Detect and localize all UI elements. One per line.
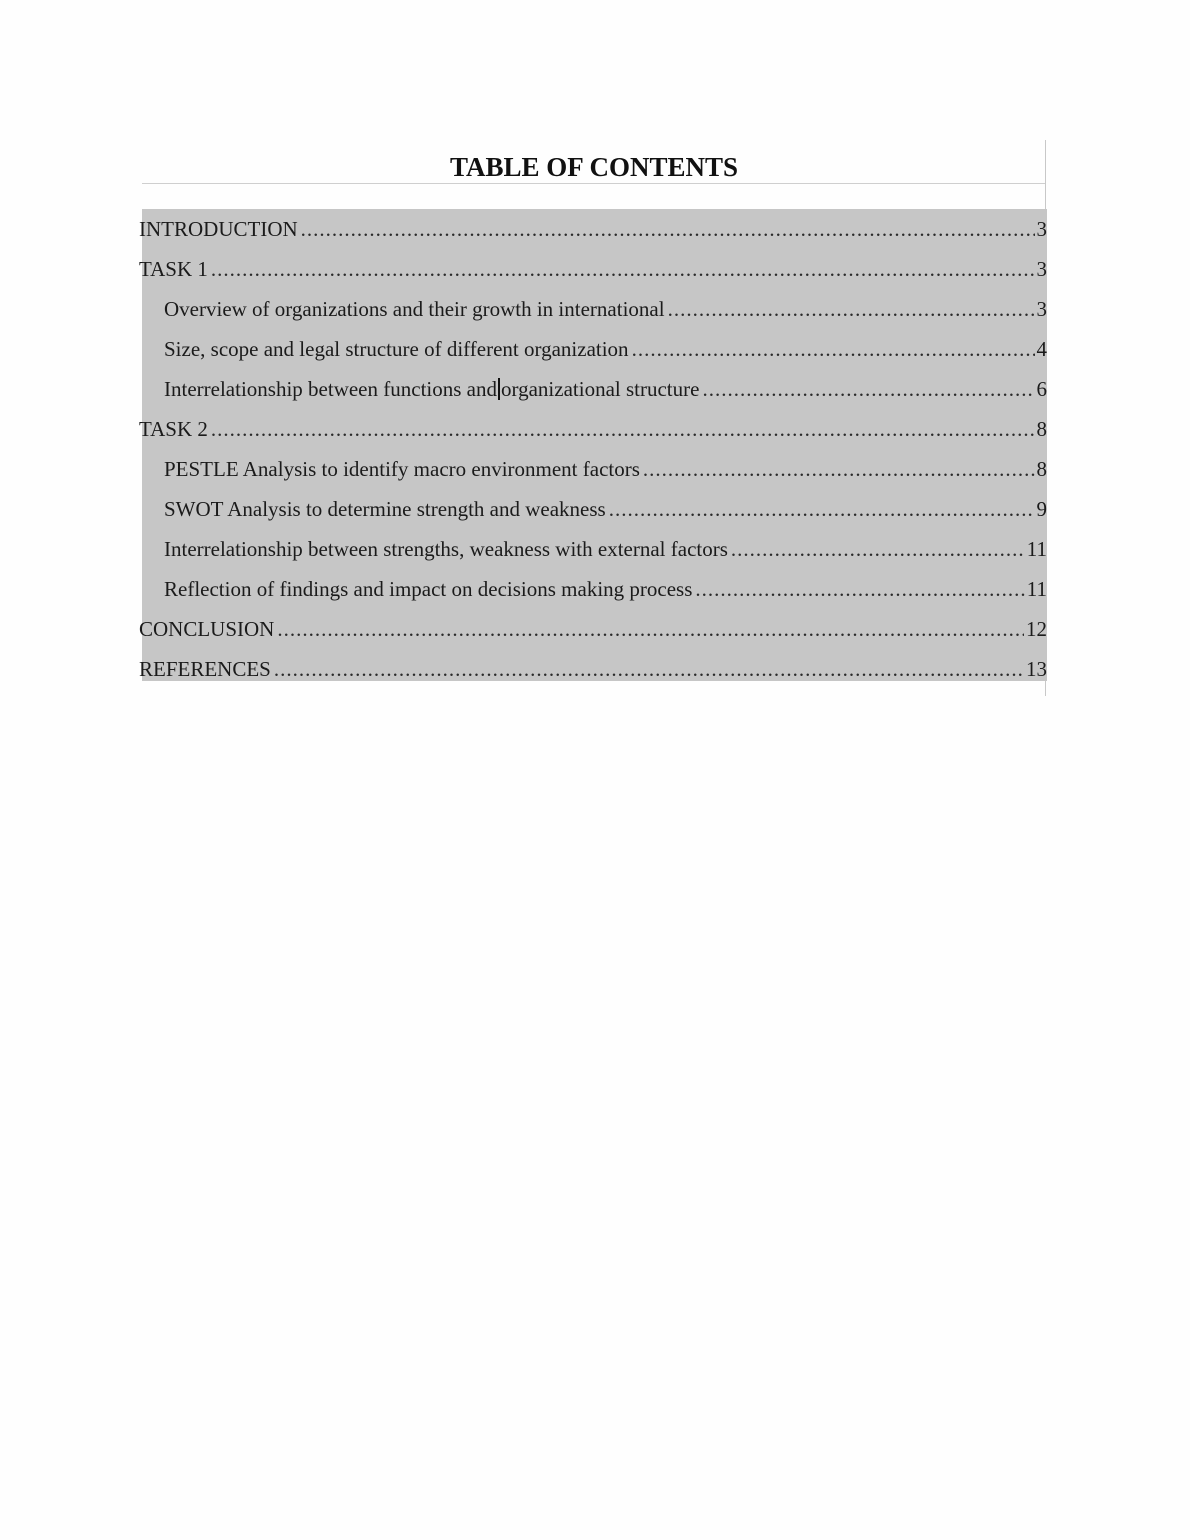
dot-leader (211, 257, 1035, 282)
toc-entry-size-scope[interactable] (142, 329, 1047, 369)
toc-entry-task-1[interactable] (139, 249, 1047, 289)
dot-leader (301, 217, 1035, 242)
toc-entry-text: TASK 2 (139, 416, 208, 441)
toc-entry-task-2[interactable] (139, 409, 1047, 449)
toc-entry-pestle[interactable] (142, 449, 1047, 489)
dot-leader (702, 377, 1034, 402)
toc-entry-interrelationship-functions[interactable] (142, 369, 1047, 409)
toc-page-number: 9 (1036, 496, 1047, 521)
toc-entry-text: SWOT Analysis to determine strength and weakness (164, 496, 606, 521)
title-rule (142, 183, 1046, 184)
dot-leader (632, 337, 1035, 362)
toc-entry-text: Interrelationship between strengths, weakness with external factors (164, 536, 728, 561)
toc-entry-text: CONCLUSION (139, 616, 275, 641)
toc-page-number: 3 (1036, 256, 1047, 281)
table-of-contents[interactable] (139, 209, 1047, 681)
toc-page-number: 8 (1036, 456, 1047, 481)
text-cursor (498, 378, 500, 400)
toc-entry-overview[interactable] (142, 289, 1047, 329)
toc-page-number: 13 (1026, 656, 1047, 681)
toc-page-number: 11 (1026, 536, 1047, 561)
toc-title: TABLE OF CONTENTS (449, 152, 739, 182)
toc-entry-text-part: organizational structure (500, 376, 700, 401)
dot-leader (731, 537, 1025, 562)
dot-leader (211, 417, 1035, 442)
dot-leader (668, 297, 1035, 322)
toc-entry-text: PESTLE Analysis to identify macro environment factors (164, 456, 640, 481)
toc-entry-text: INTRODUCTION (139, 216, 298, 241)
toc-entry-reflection[interactable] (142, 569, 1047, 609)
toc-page-number: 3 (1036, 216, 1047, 241)
dot-leader (609, 497, 1035, 522)
toc-entry-text: Size, scope and legal structure of different organization (164, 336, 629, 361)
toc-page-number: 3 (1036, 296, 1047, 321)
toc-page-number: 4 (1036, 336, 1047, 361)
toc-entry-references[interactable] (139, 649, 1047, 689)
toc-entry-introduction[interactable] (139, 209, 1047, 249)
toc-entry-text (164, 377, 699, 402)
toc-page-number: 8 (1036, 416, 1047, 441)
toc-page-number: 6 (1036, 376, 1047, 401)
toc-page-number: 12 (1026, 616, 1047, 641)
toc-entry-text: REFERENCES (139, 656, 271, 681)
dot-leader (277, 617, 1024, 642)
toc-page-number: 11 (1026, 576, 1047, 601)
dot-leader (695, 577, 1024, 602)
dot-leader (274, 657, 1024, 682)
toc-entry-text: Overview of organizations and their growth in international (164, 296, 665, 321)
toc-entry-text-part: Interrelationship between functions and (164, 376, 497, 401)
dot-leader (643, 457, 1035, 482)
toc-entry-interrelationship-strengths[interactable] (142, 529, 1047, 569)
toc-entry-text: TASK 1 (139, 256, 208, 281)
toc-entry-text: Reflection of findings and impact on decisions making process (164, 576, 693, 601)
toc-entry-swot[interactable] (142, 489, 1047, 529)
toc-entry-conclusion[interactable] (139, 609, 1047, 649)
